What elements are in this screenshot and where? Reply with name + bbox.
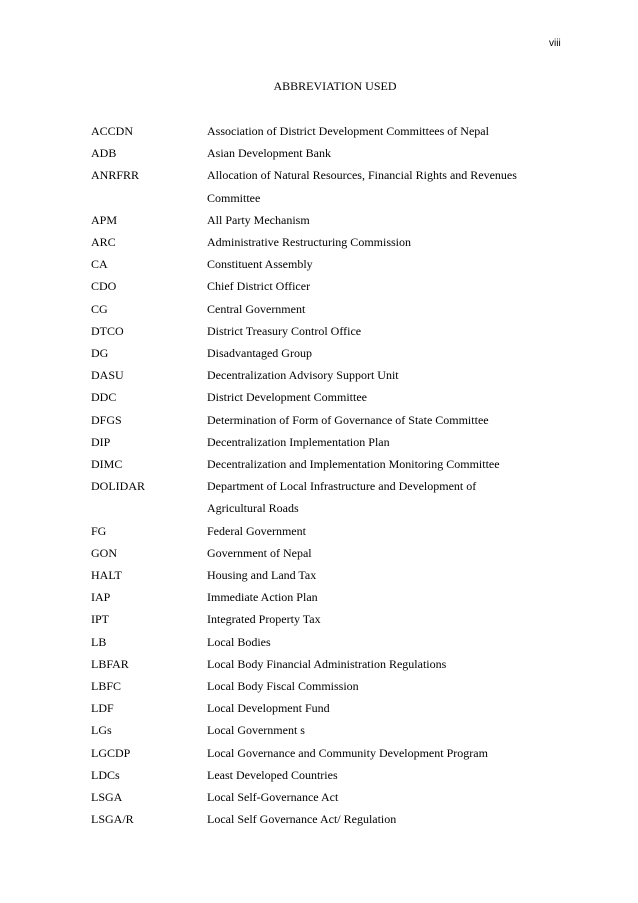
abbreviation-row: [91, 808, 531, 830]
abbreviation-row: [91, 719, 531, 741]
abbreviation-meaning: Department of Local Infrastructure and Development of Agricultural Roads: [207, 479, 477, 516]
abbreviation-term: LSGA/R: [91, 812, 134, 827]
abbreviation-row: [91, 142, 531, 164]
abbreviation-row: [91, 386, 531, 408]
abbreviation-meaning: Local Body Financial Administration Regulations: [207, 656, 447, 671]
abbreviation-term: DTCO: [91, 323, 124, 338]
abbreviation-meaning: Local Self Governance Act/ Regulation: [207, 812, 397, 827]
abbreviation-meaning: Association of District Development Committees of Nepal: [207, 124, 489, 138]
abbreviation-term: IPT: [91, 612, 109, 627]
abbreviation-meaning: Asian Development Bank: [207, 146, 331, 161]
abbreviation-term: DASU: [91, 368, 124, 383]
abbreviation-row: [91, 253, 531, 275]
abbreviation-term: LGCDP: [91, 745, 131, 760]
abbreviation-row: [91, 409, 531, 431]
abbreviation-meaning: Decentralization Implementation Plan: [207, 434, 390, 449]
abbreviation-term: IAP: [91, 590, 111, 605]
page-number: viii: [549, 38, 561, 49]
abbreviation-term: ADB: [91, 146, 117, 161]
abbreviation-row: [91, 275, 531, 297]
abbreviation-row: [91, 164, 531, 208]
abbreviation-row: [91, 542, 531, 564]
abbreviation-term: ARC: [91, 235, 116, 250]
abbreviation-row: [91, 742, 531, 764]
abbreviation-meaning: Federal Government: [207, 523, 306, 538]
abbreviation-meaning: Least Developed Countries: [207, 767, 338, 782]
abbreviation-term: GON: [91, 545, 117, 560]
abbreviation-meaning: Chief District Officer: [207, 279, 311, 294]
abbreviation-meaning: Decentralization Advisory Support Unit: [207, 368, 399, 383]
abbreviation-row: [91, 120, 531, 142]
abbreviation-row: [91, 364, 531, 386]
abbreviation-meaning: Local Government s: [207, 723, 305, 738]
abbreviation-term: LDF: [91, 701, 114, 716]
abbreviation-meaning: Determination of Form of Governance of State Committee: [207, 412, 489, 427]
abbreviation-term: CA: [91, 257, 108, 272]
abbreviation-row: [91, 586, 531, 608]
abbreviation-row: [91, 631, 531, 653]
abbreviation-meaning: Central Government: [207, 301, 306, 316]
abbreviation-meaning: Decentralization and Implementation Monitoring Committee: [207, 457, 500, 472]
abbreviation-row: [91, 520, 531, 542]
abbreviation-term: LGs: [91, 723, 112, 738]
abbreviation-term: HALT: [91, 568, 122, 583]
abbreviation-row: [91, 231, 531, 253]
abbreviation-meaning: District Development Committee: [207, 390, 367, 405]
abbreviation-meaning: Housing and Land Tax: [207, 568, 317, 583]
page-title: ABBREVIATION USED: [273, 79, 397, 93]
abbreviation-meaning: All Party Mechanism: [207, 212, 310, 227]
abbreviation-list: [91, 120, 531, 831]
abbreviation-row: [91, 209, 531, 231]
abbreviation-row: [91, 653, 531, 675]
abbreviation-meaning: Government of Nepal: [207, 545, 312, 560]
abbreviation-term: CDO: [91, 279, 117, 294]
abbreviation-meaning: Administrative Restructuring Commission: [207, 235, 411, 250]
abbreviation-meaning: Local Governance and Community Development Program: [207, 745, 488, 760]
abbreviation-term: LSGA: [91, 790, 123, 805]
abbreviation-term: DG: [91, 346, 109, 361]
abbreviation-meaning: Local Development Fund: [207, 701, 330, 716]
abbreviation-meaning: Disadvantaged Group: [207, 346, 312, 361]
abbreviation-meaning: District Treasury Control Office: [207, 323, 362, 338]
abbreviation-row: [91, 320, 531, 342]
abbreviation-term: DIP: [91, 434, 111, 449]
abbreviation-meaning: Allocation of Natural Resources, Financial Rights and Revenues Committee: [207, 168, 517, 205]
abbreviation-term: DIMC: [91, 457, 123, 472]
abbreviation-row: [91, 697, 531, 719]
abbreviation-row: [91, 608, 531, 630]
abbreviation-row: [91, 786, 531, 808]
abbreviation-term: CG: [91, 301, 108, 316]
abbreviation-row: [91, 764, 531, 786]
abbreviation-term: ACCDN: [91, 124, 134, 138]
abbreviation-meaning: Local Bodies: [207, 634, 271, 649]
abbreviation-term: FG: [91, 523, 107, 538]
abbreviation-term: APM: [91, 212, 118, 227]
abbreviation-meaning: Local Body Fiscal Commission: [207, 679, 359, 694]
abbreviation-term: DOLIDAR: [91, 479, 145, 494]
abbreviation-row: [91, 453, 531, 475]
abbreviation-term: LBFAR: [91, 656, 129, 671]
abbreviation-meaning: Local Self-Governance Act: [207, 790, 339, 805]
abbreviation-term: LBFC: [91, 679, 122, 694]
abbreviation-term: ANRFRR: [91, 168, 140, 183]
abbreviation-row: [91, 342, 531, 364]
abbreviation-row: [91, 298, 531, 320]
abbreviation-meaning: Immediate Action Plan: [207, 590, 318, 605]
abbreviation-meaning: Integrated Property Tax: [207, 612, 321, 627]
abbreviation-row: [91, 475, 531, 519]
abbreviation-row: [91, 431, 531, 453]
abbreviation-meaning: Constituent Assembly: [207, 257, 313, 272]
abbreviation-term: LB: [91, 634, 107, 649]
abbreviation-term: DFGS: [91, 412, 122, 427]
abbreviation-term: DDC: [91, 390, 117, 405]
abbreviation-term: LDCs: [91, 767, 120, 782]
abbreviation-row: [91, 675, 531, 697]
abbreviation-row: [91, 564, 531, 586]
